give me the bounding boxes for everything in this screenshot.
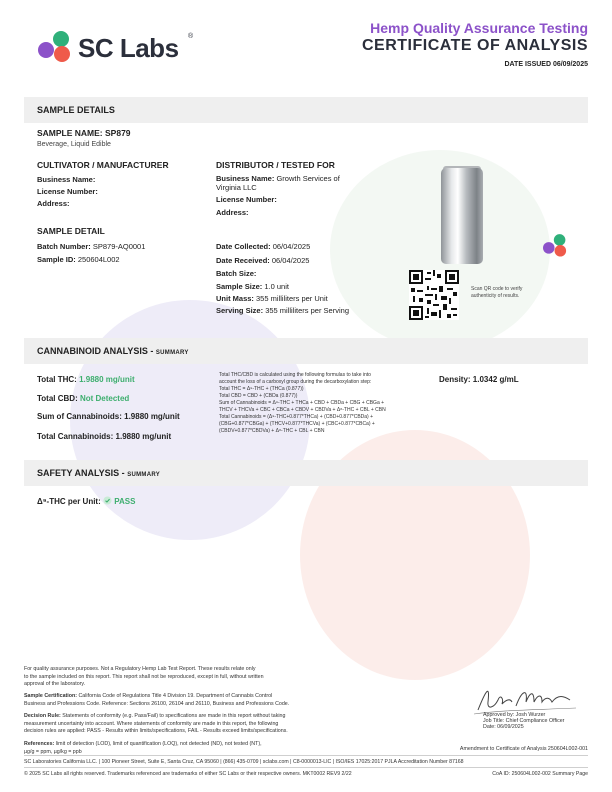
qa-disclaimer	[24, 666, 344, 689]
batch-number-value: SP879-AQ0001	[92, 242, 146, 251]
thc-per-unit	[37, 496, 135, 506]
qa-line: For quality assurance purposes. Not a Regulatory Hemp Lab Test Report. These results relate only	[24, 666, 256, 672]
decision-line: Statements of conformity (e.g. Pass/Fail) to specifications are made in this report without taking	[62, 713, 286, 719]
sample-details-bar	[24, 97, 588, 123]
cert-line: California Code of Regulations Title 4 Division 19. Department of Cannabis Control	[78, 693, 273, 699]
distributor-business-label: Business Name:	[216, 174, 275, 183]
decision-line: measurement uncertainty into account. Where statements of conformity are made in this report, the following	[24, 720, 279, 727]
density-label: Density:	[439, 375, 471, 384]
serving-size-label: Serving Size:	[216, 306, 264, 315]
header	[0, 0, 612, 80]
distributor-heading: DISTRIBUTOR / TESTED FOR	[216, 160, 335, 170]
product-can-image	[441, 168, 483, 264]
unit-mass	[216, 294, 328, 303]
amendment-note: Amendment to Certificate of Analysis 250604L002-001	[459, 746, 588, 752]
qr-caption-line-1: Scan QR code to verify	[471, 286, 523, 292]
sample-id-value: 250604L002	[77, 255, 120, 264]
footer-divider-2	[24, 767, 588, 768]
total-cbd-value: Not Detected	[79, 394, 130, 403]
sample-name: SAMPLE NAME: SP879	[37, 128, 131, 138]
serving-size	[216, 306, 349, 315]
cert-label: Sample Certification:	[24, 693, 77, 699]
decision-line: decision rules are applied: PASS - Results within limits/specifications, FAIL - Results exceed limits/specifications.	[24, 728, 288, 735]
job-title: Job Title: Chief Compliance Officer	[483, 718, 565, 724]
total-thc	[37, 375, 135, 384]
sc-labs-logo-icon	[36, 28, 76, 64]
calc-line: Total THC/CBD is calculated using the following formulas to take into	[219, 372, 371, 378]
calc-line: Total Cannabinoids = (Δ⁹-THC+0.877*THCa) + (CBD+0.877*CBDa) +	[219, 414, 374, 420]
references-line: µg/g = ppm, µg/kg = ppb	[24, 748, 82, 755]
date-collected	[216, 242, 310, 251]
calc-line: Total THC = Δ⁹-THC + (THCa (0.877))	[219, 386, 304, 392]
total-cbd	[37, 394, 129, 403]
decision-rule	[24, 713, 344, 736]
qa-line: to the sample included on this report. This report shall not be reproduced, except in full, without written	[24, 673, 264, 680]
sample-size-value: 1.0 unit	[264, 282, 289, 291]
total-cbd-label: Total CBD:	[37, 394, 78, 403]
references-line: limit of detection (LOD), limit of quantification (LOQ), not detected (ND), not tested (NT),	[55, 741, 262, 747]
distributor-address-label: Address:	[216, 208, 249, 217]
sc-labs-small-logo-icon	[541, 232, 571, 258]
sample-certification	[24, 693, 344, 708]
sample-detail-heading: SAMPLE DETAIL	[37, 226, 105, 236]
background-circle-green	[330, 150, 550, 350]
batch-size-label: Batch Size:	[216, 269, 257, 278]
cultivator-heading: CULTIVATOR / MANUFACTURER	[37, 160, 169, 170]
thc-per-unit-value: PASS	[114, 497, 136, 506]
date-received	[216, 256, 309, 265]
qr-code-icon[interactable]	[409, 270, 459, 320]
calc-line: Sum of Cannabinoids = Δ⁹-THC + THCa + CBD + CBDa + CBG + CBGa +	[219, 400, 385, 406]
calc-line: (CBG+0.877*CBGa) + (THCV+0.877*THCVa) + (CBC+0.877*CBCa) +	[219, 421, 375, 427]
total-thc-label: Total THC:	[37, 375, 77, 384]
qa-line: approval of the laboratory.	[24, 681, 86, 688]
cert-line: Business and Professions Code. Reference: Sections 26100, 26104 and 26110, Business and Professions Code.	[24, 700, 290, 707]
approved-date: Date: 06/09/2025	[483, 724, 524, 730]
density-value: 1.0342 g/mL	[472, 375, 519, 384]
pass-check-icon	[103, 496, 112, 505]
calc-line: THCV + THCVa + CBC + CBCa + CBDV + CBDVa + Δ⁸-THC + CBL + CBN	[219, 407, 386, 413]
logo-registered-mark: ®	[188, 33, 194, 40]
cannabinoid-heading-summary: SUMMARY	[155, 350, 189, 356]
date-collected-label: Date Collected:	[216, 242, 271, 251]
calculation-notes	[219, 372, 424, 435]
copyright-row	[24, 771, 588, 777]
safety-analysis-bar	[24, 460, 588, 486]
total-cannabinoids	[37, 432, 171, 441]
sample-size-label: Sample Size:	[216, 282, 263, 291]
cultivator-license-label: License Number:	[37, 187, 98, 196]
unit-mass-label: Unit Mass:	[216, 294, 254, 303]
distributor-license-label: License Number:	[216, 195, 277, 204]
calc-line: Total CBD = CBD + (CBDa (0.877))	[219, 393, 298, 399]
sample-id-label: Sample ID:	[37, 255, 76, 264]
density	[439, 375, 519, 384]
safety-heading-summary: SUMMARY	[127, 472, 161, 478]
serving-size-value: 355 milliliters per Serving	[265, 306, 349, 315]
sample-id	[37, 255, 120, 264]
distributor-business-value-2: Virginia LLC	[216, 183, 257, 192]
decision-label: Decision Rule:	[24, 713, 61, 719]
date-collected-value: 06/04/2025	[272, 242, 311, 251]
report-title: Hemp Quality Assurance Testing	[370, 20, 588, 36]
references-label: References:	[24, 741, 55, 747]
qr-caption-line-2: authenticity of results.	[471, 293, 520, 299]
date-received-label: Date Received:	[216, 256, 270, 265]
unit-mass-value: 355 milliliters per Unit	[256, 294, 328, 303]
sum-of-cannabinoids-value: 1.9880 mg/unit	[124, 412, 180, 421]
cannabinoid-heading: CANNABINOID ANALYSIS -	[37, 346, 154, 356]
cannabinoid-analysis-bar	[24, 338, 588, 364]
cultivator-address-label: Address:	[37, 199, 70, 208]
sum-of-cannabinoids	[37, 412, 180, 421]
footer-divider	[24, 755, 588, 756]
calc-line: account the loss of a carboxyl group during the decarboxylation step:	[219, 379, 372, 385]
copyright-text: © 2025 SC Labs all rights reserved. Trademarks referenced are trademarks of either SC Labs or their respective owners. MKT0002 REV9 2/22	[24, 771, 352, 777]
distributor-business	[216, 174, 340, 183]
distributor-business-value: Growth Services of	[276, 174, 340, 183]
date-issued: DATE ISSUED 06/09/2025	[504, 61, 588, 68]
safety-heading: SAFETY ANALYSIS -	[37, 468, 125, 478]
date-received-value: 06/04/2025	[271, 256, 310, 265]
sum-of-cannabinoids-label: Sum of Cannabinoids:	[37, 412, 122, 421]
logo-text: SC Labs	[78, 33, 179, 63]
total-cannabinoids-label: Total Cannabinoids:	[37, 432, 114, 441]
cultivator-business-label: Business Name:	[37, 175, 96, 184]
batch-number	[37, 242, 145, 251]
calc-line: (CBDV+0.877*CBDVa) + Δ⁸-THC + CBL + CBN	[219, 428, 325, 434]
sample-size	[216, 282, 289, 291]
sample-details-heading: SAMPLE DETAILS	[37, 105, 115, 115]
total-cannabinoids-value: 1.9880 mg/unit	[115, 432, 172, 441]
total-thc-value: 1.9880 mg/unit	[79, 375, 135, 384]
approved-by: Approved by: Josh Wurzer	[483, 712, 546, 718]
batch-number-label: Batch Number:	[37, 242, 91, 251]
sample-type: Beverage, Liquid Edible	[37, 141, 111, 148]
thc-per-unit-label: Δ⁹-THC per Unit:	[37, 497, 101, 506]
coa-id: CoA ID: 250604L002-002 Summary Page	[492, 771, 588, 777]
lab-address-line: SC Laboratories California LLC. | 100 Pioneer Street, Suite E, Santa Cruz, CA 95060 | (866) 435-0709 | sclabs.com | C8-0000013-LIC | ISO/IES 17025:2017 PJLA Accreditation Number 87168	[24, 759, 464, 765]
report-subtitle: CERTIFICATE OF ANALYSIS	[361, 37, 588, 54]
